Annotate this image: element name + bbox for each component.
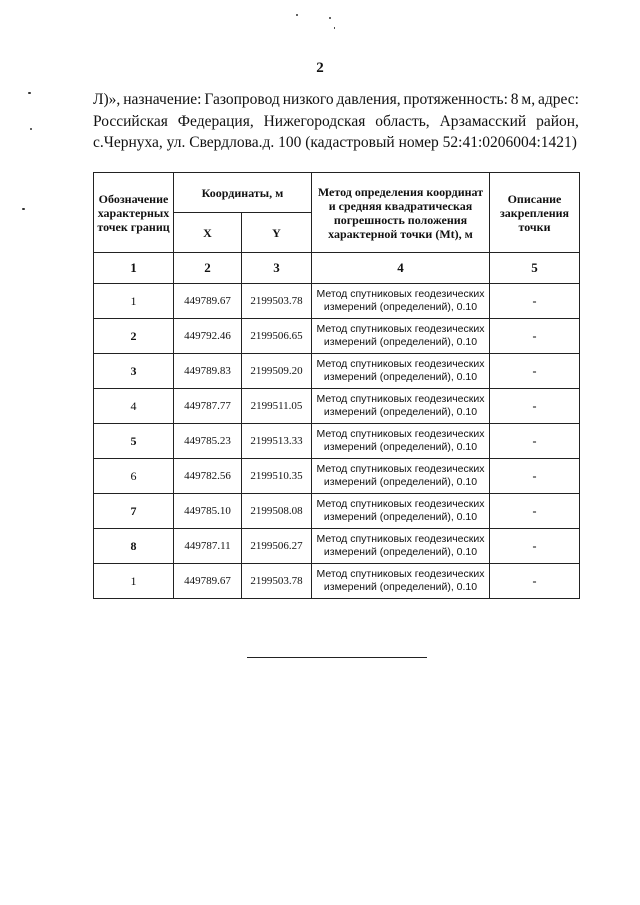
table-row bbox=[94, 354, 580, 389]
y-cell: 2199511.05 bbox=[242, 389, 312, 424]
x-cell: 449787.11 bbox=[174, 529, 242, 564]
x-cell: 449789.83 bbox=[174, 354, 242, 389]
intro-word: назначение: bbox=[123, 91, 202, 108]
point-cell: 3 bbox=[94, 354, 174, 389]
intro-word: Нижегородская bbox=[263, 112, 366, 130]
description-cell: - bbox=[490, 459, 580, 494]
header-points: Обозначение характерных точек границ bbox=[94, 173, 174, 253]
method-cell: Метод спутниковых геодезических измерений (определений), 0.10 bbox=[312, 494, 490, 529]
x-cell: 449792.46 bbox=[174, 319, 242, 354]
y-cell: 2199503.78 bbox=[242, 284, 312, 319]
intro-line-1 bbox=[93, 89, 579, 111]
x-cell: 449789.67 bbox=[174, 284, 242, 319]
y-cell: 2199503.78 bbox=[242, 564, 312, 599]
x-cell: 449789.67 bbox=[174, 564, 242, 599]
y-cell: 2199510.35 bbox=[242, 459, 312, 494]
description-cell: - bbox=[490, 529, 580, 564]
page-number: 2 bbox=[316, 60, 324, 76]
table-row bbox=[94, 459, 580, 494]
point-cell: 1 bbox=[94, 564, 174, 599]
table-body bbox=[94, 284, 580, 599]
table-row bbox=[94, 494, 580, 529]
point-cell: 8 bbox=[94, 529, 174, 564]
coordinates-table bbox=[93, 172, 580, 599]
intro-line-2 bbox=[93, 111, 579, 133]
header-x: X bbox=[174, 213, 242, 253]
table-row bbox=[94, 424, 580, 459]
col-number-5: 5 bbox=[490, 253, 580, 284]
table-row bbox=[94, 319, 580, 354]
method-cell: Метод спутниковых геодезических измерений (определений), 0.10 bbox=[312, 529, 490, 564]
table-row bbox=[94, 564, 580, 599]
table-row bbox=[94, 529, 580, 564]
header-method: Метод определения координат и средняя квадратическая погрешность положения характерной точки (Mt), м bbox=[312, 173, 490, 253]
header-y: Y bbox=[242, 213, 312, 253]
method-cell: Метод спутниковых геодезических измерений (определений), 0.10 bbox=[312, 564, 490, 599]
y-cell: 2199509.20 bbox=[242, 354, 312, 389]
col-number-1: 1 bbox=[94, 253, 174, 284]
intro-word: м, bbox=[521, 91, 536, 108]
intro-word: Арзамасский bbox=[439, 112, 527, 130]
method-cell: Метод спутниковых геодезических измерений (определений), 0.10 bbox=[312, 389, 490, 424]
description-cell: - bbox=[490, 389, 580, 424]
method-cell: Метод спутниковых геодезических измерений (определений), 0.10 bbox=[312, 319, 490, 354]
intro-paragraph bbox=[93, 89, 579, 154]
y-cell: 2199513.33 bbox=[242, 424, 312, 459]
col-number-2: 2 bbox=[174, 253, 242, 284]
x-cell: 449785.23 bbox=[174, 424, 242, 459]
method-cell: Метод спутниковых геодезических измерений (определений), 0.10 bbox=[312, 424, 490, 459]
y-cell: 2199506.65 bbox=[242, 319, 312, 354]
intro-word: низкого bbox=[282, 91, 334, 108]
x-cell: 449785.10 bbox=[174, 494, 242, 529]
intro-word: давления, bbox=[336, 91, 401, 108]
x-cell: 449782.56 bbox=[174, 459, 242, 494]
table-row bbox=[94, 389, 580, 424]
intro-word: Газопровод bbox=[204, 91, 280, 108]
intro-word: район, bbox=[536, 112, 579, 130]
method-cell: Метод спутниковых геодезических измерений (определений), 0.10 bbox=[312, 284, 490, 319]
intro-line-3: с.Чернуха, ул. Свердлова.д. 100 (кадастровый номер 52:41:0206004:1421) bbox=[93, 134, 577, 151]
closing-rule bbox=[247, 657, 427, 658]
header-coordinates: Координаты, м bbox=[174, 173, 312, 213]
description-cell: - bbox=[490, 319, 580, 354]
header-description: Описание закрепления точки bbox=[490, 173, 580, 253]
point-cell: 4 bbox=[94, 389, 174, 424]
point-cell: 2 bbox=[94, 319, 174, 354]
point-cell: 5 bbox=[94, 424, 174, 459]
y-cell: 2199506.27 bbox=[242, 529, 312, 564]
method-cell: Метод спутниковых геодезических измерений (определений), 0.10 bbox=[312, 354, 490, 389]
point-cell: 6 bbox=[94, 459, 174, 494]
intro-word: Л)», bbox=[93, 91, 121, 108]
description-cell: - bbox=[490, 354, 580, 389]
point-cell: 7 bbox=[94, 494, 174, 529]
col-number-3: 3 bbox=[242, 253, 312, 284]
intro-word: протяженность: bbox=[403, 91, 508, 108]
description-cell: - bbox=[490, 424, 580, 459]
method-cell: Метод спутниковых геодезических измерений (определений), 0.10 bbox=[312, 459, 490, 494]
intro-word: адрес: bbox=[537, 91, 579, 108]
description-cell: - bbox=[490, 494, 580, 529]
description-cell: - bbox=[490, 284, 580, 319]
intro-word: область, bbox=[375, 112, 430, 130]
intro-word: Федерация, bbox=[177, 112, 254, 130]
y-cell: 2199508.08 bbox=[242, 494, 312, 529]
description-cell: - bbox=[490, 564, 580, 599]
col-number-4: 4 bbox=[312, 253, 490, 284]
intro-word: Российская bbox=[93, 112, 168, 130]
point-cell: 1 bbox=[94, 284, 174, 319]
x-cell: 449787.77 bbox=[174, 389, 242, 424]
intro-word: 8 bbox=[510, 91, 519, 108]
table-row bbox=[94, 284, 580, 319]
